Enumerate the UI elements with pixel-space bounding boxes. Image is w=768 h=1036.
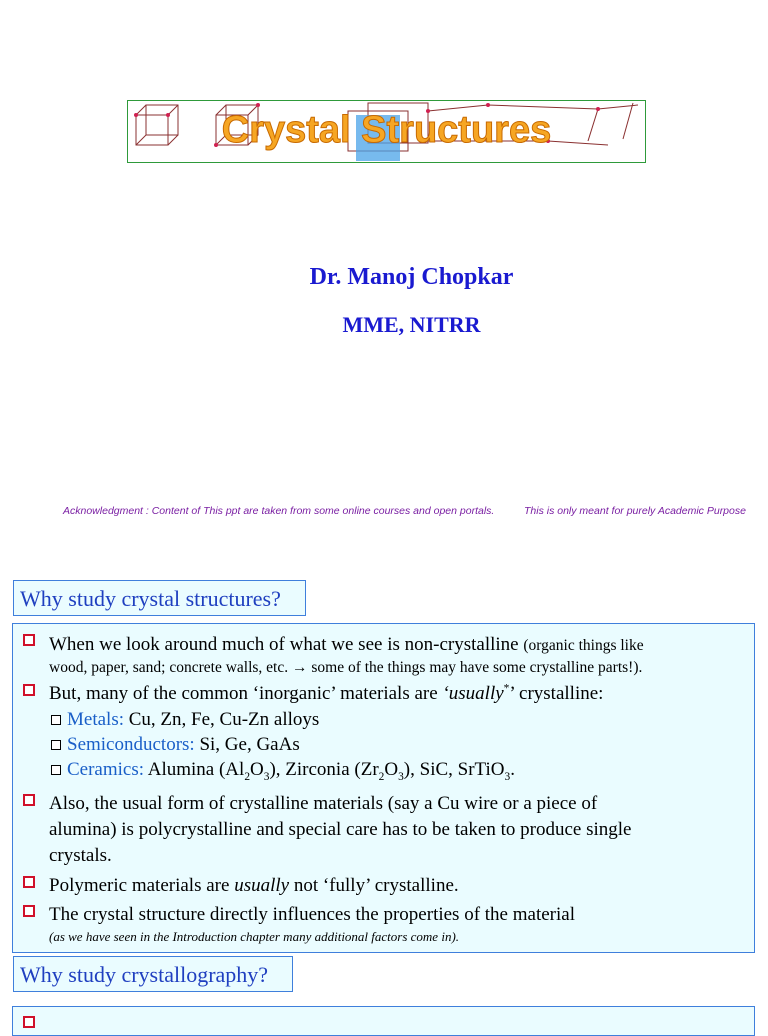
author-name: Dr. Manoj Chopkar	[309, 264, 514, 290]
bullet-icon	[23, 634, 35, 646]
sub-bullet-ceramics: Ceramics: Alumina $(Al_2O_3)$, Zirconia $(Zr_2O_3)$, SiC, SrTiO$_3$.	[67, 759, 515, 783]
sub-bullet-metals: Metals: Cu, Zn, Fe, Cu-Zn alloys	[67, 709, 320, 730]
bullet-icon	[23, 794, 35, 806]
bullet-icon	[23, 684, 35, 696]
bullet-3-line-3: crystals.	[49, 845, 112, 866]
page-title: Crystal Structures	[221, 109, 552, 151]
bullet-icon	[23, 1016, 35, 1028]
title-banner	[127, 100, 646, 163]
sub-bullet-semiconductors: Semiconductors: Si, Ge, GaAs	[67, 734, 300, 755]
bullet-4-text: Polymeric materials are usually not ‘fully’ crystalline.	[49, 875, 459, 896]
section-heading-crystal-structures: Why study crystal structures?	[13, 580, 306, 616]
bullet-5-note: (as we have seen in the Introduction chapter many additional factors come in).	[49, 929, 460, 944]
content-box-2	[12, 1006, 755, 1036]
sub-bullet-icon	[51, 765, 61, 775]
acknowledgment-text: Acknowledgment : Content of This ppt are taken from some online courses and open portals.	[63, 505, 495, 517]
bullet-5-text: The crystal structure directly influences the properties of the material	[49, 904, 575, 925]
bullet-2-text: But, many of the common ‘inorganic’ materials are ‘usually*’ crystalline:	[49, 682, 604, 704]
bullet-3-line-2: alumina) is polycrystalline and special care has to be taken to produce single	[49, 819, 632, 840]
section-heading-crystallography: Why study crystallography?	[13, 956, 293, 992]
bullet-icon	[23, 905, 35, 917]
author-institution: MME, NITRR	[342, 312, 481, 337]
bullet-3-line-1: Also, the usual form of crystalline materials (say a Cu wire or a piece of	[49, 793, 598, 814]
sub-bullet-icon	[51, 715, 61, 725]
bullet-icon	[23, 876, 35, 888]
sub-bullet-icon	[51, 740, 61, 750]
bullet-1-line-2: wood, paper, sand; concrete walls, etc. → some of the things may have some crystalline parts!).	[49, 659, 643, 676]
academic-purpose-note: This is only meant for purely Academic Purpose	[524, 505, 746, 517]
bullet-1-line-1: When we look around much of what we see is non-crystalline (organic things like	[49, 634, 644, 655]
